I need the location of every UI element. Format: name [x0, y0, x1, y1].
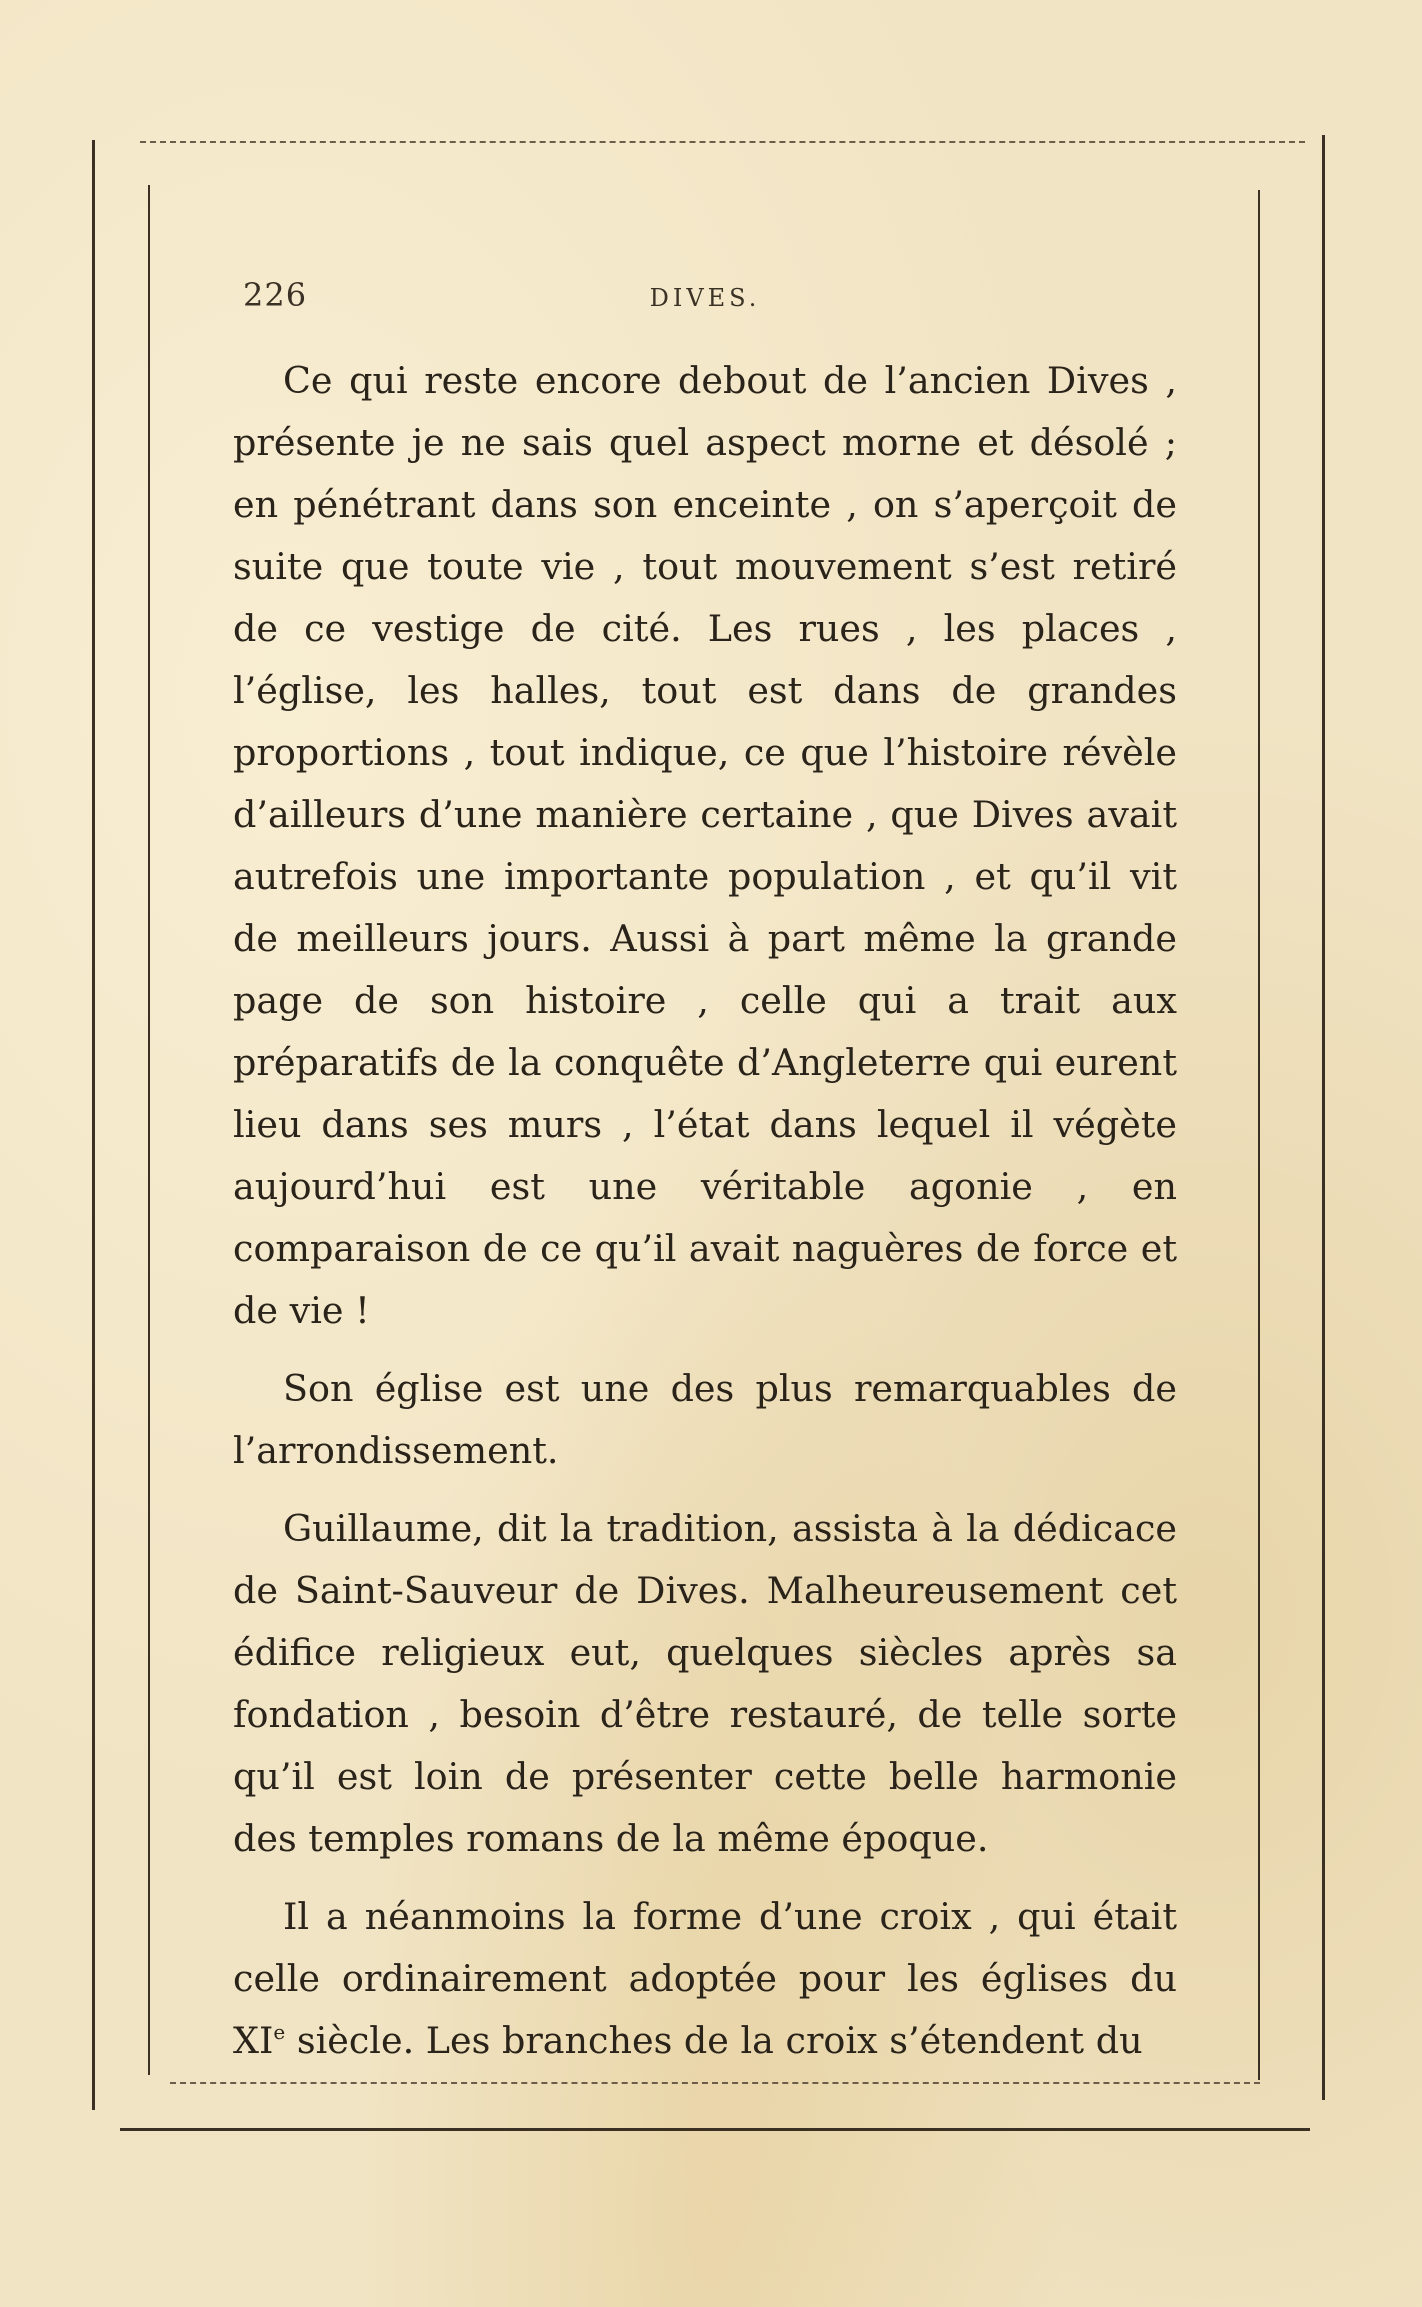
paragraph-4-text-a: Il a néanmoins la forme d’une croix , qui était celle ordinairement adoptée pour les églises du XI [233, 1895, 1177, 2062]
frame-bottom-dash [170, 2082, 1260, 2084]
frame-top-dash [140, 141, 1305, 143]
century-superscript: e [273, 2020, 286, 2044]
frame-left-inner-line [148, 185, 150, 2075]
paragraph-4-text-b: siècle. Les branches de la croix s’étendent du [285, 2019, 1143, 2062]
page-header [233, 270, 1177, 320]
paragraph-2: Son église est une des plus remarquables de l’arrondissement. [233, 1367, 1177, 1472]
book-page [233, 270, 1177, 2062]
frame-bottom-line [120, 2128, 1310, 2131]
frame-left-line [92, 140, 95, 2110]
frame-right-inner-line [1258, 190, 1260, 2080]
frame-right-line [1322, 135, 1325, 2100]
body-text [233, 350, 1177, 2072]
paragraph-3: Guillaume, dit la tradition, assista à la dédicace de Saint-Sauveur de Dives. Malheureusement cet édifice religieux eut, quelques siècles après sa fondation , besoin d’être restauré, de telle sorte qu’il est loin de présenter cette belle harmonie des temples romans de la même époque. [233, 1507, 1177, 1860]
paragraph-1: Ce qui reste encore debout de l’ancien Dives , présente je ne sais quel aspect morne et désolé ; en pénétrant dans son enceinte , on s’aperçoit de suite que toute vie , tout mouvement s’est retiré de ce vestige de cité. Les rues , les places , l’église, les halles, tout est dans de grandes proportions , tout indique, ce que l’histoire révèle d’ailleurs d’une manière certaine , que Dives avait autrefois une importante population , et qu’il vit de meilleurs jours. Aussi à part même la grande page de son histoire , celle qui a trait aux préparatifs de la conquête d’Angleterre qui eurent lieu dans ses murs , l’état dans lequel il végète aujourd’hui est une véritable agonie , en comparaison de ce qu’il avait naguères de force et de vie ! [233, 359, 1177, 1332]
paragraph-4 [233, 1886, 1177, 2072]
running-head: DIVES. [649, 284, 761, 312]
page-number: 226 [243, 276, 308, 314]
